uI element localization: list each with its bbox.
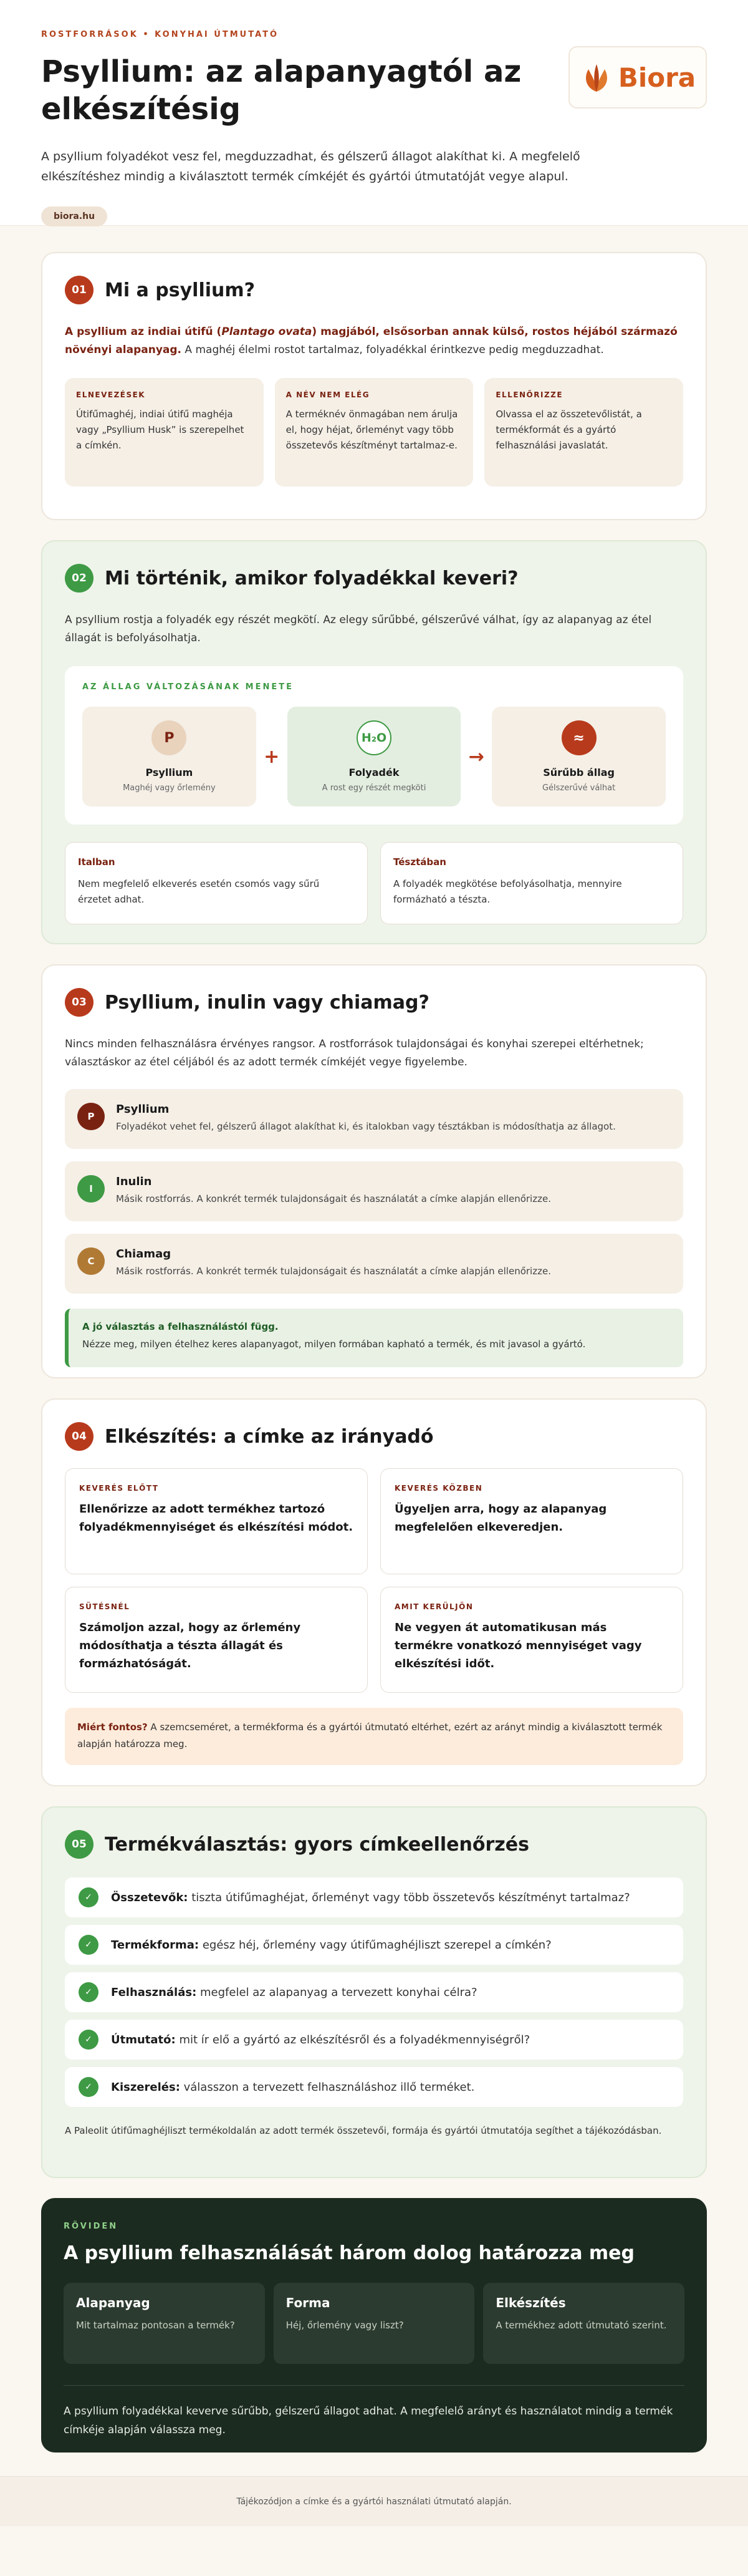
section-title: Termékválasztás: gyors címkeellenőrzés [105,1833,529,1856]
prep-key: KEVERÉS KÖZBEN [395,1484,483,1493]
section-lead: A psyllium rostja a folyadék egy részét megkötí. Az elegy sűrűbbé, gélszerűvé válhat, így az alapanyag az étel állagát is befolyásolhatja. [65,614,652,644]
prep-text: Ellenőrizze az adott termékhez tartozó folyadékmennyiséget és elkészítési módot. [79,1503,353,1534]
summary-box-title: Alapanyag [76,2295,150,2310]
main-content [0,226,748,2453]
section-mixing [41,540,707,944]
section-number: 02 [65,564,94,593]
prep-box [65,1468,368,1574]
tip-text: Nézze meg, milyen ételhez keres alapanyagot, milyen formában kapható a termék, és mit javasol a gyártó. [82,1339,586,1350]
info-tile [275,378,474,487]
hero-intro: A psyllium folyadékot vesz fel, megduzzadhat, és gélszerű állagot alakíthat ki. A megfelelő elkészítéshez mindig a kiválasztott termék címkéjét és gyártói útmutatóját vegye alapul. [41,150,580,183]
section-lead: Nincs minden felhasználásra érvényes rangsor. A rostforrások tulajdonságai és konyhai szerepei eltérhetnek; választáskor az étel céljából és az adott termék címkéjét vegye figyelembe. [65,1038,644,1068]
summary-box [483,2283,684,2364]
comparison-item-chia [65,1234,683,1294]
wave-icon: ≈ [562,720,597,755]
item-text: Másik rostforrás. A konkrét termék tulajdonságait és használatát a címke alapján ellenőrizze. [116,1266,551,1277]
item-text: Folyadékot vehet fel, gélszerű állagot alakíthat ki, és italokban vagy tésztákban is módosíthatja az állagot. [116,1121,616,1132]
example-box [65,842,368,924]
prep-text: Számoljon azzal, hogy az őrlemény módosíthatja a tészta állagát és formázhatóságát. [79,1621,301,1670]
texture-change-diagram [65,666,683,825]
step-liquid [287,707,461,806]
step-psyllium [82,707,256,806]
tip-title: A jó választás a felhasználástól függ. [82,1321,279,1332]
section-title: Elkészítés: a címke az irányadó [105,1425,434,1448]
tile-key: ELNEVEZÉSEK [76,390,146,399]
checklist-item: ✓ Kiszerelés: válasszon a tervezett felhasználáshoz illő terméket. [65,2067,683,2107]
logo-text: Biora [618,62,696,93]
item-title: Chiamag [116,1247,171,1261]
info-tiles [65,378,683,487]
arrow-right-icon: → [468,745,484,768]
summary-text: A psyllium folyadékkal keverve sűrűbb, gélszerű állagot adhat. A megfelelő arányt és használatot mindig a termék címkéje alapján válassza meg. [64,2385,684,2439]
check-icon: ✓ [79,2077,98,2097]
summary-box-title: Elkészítés [496,2295,566,2310]
checklist-item: ✓ Termékforma: egész héj, őrlemény vagy útifűmaghéjliszt szerepel a címkén? [65,1925,683,1965]
plus-icon: + [264,745,280,768]
page-footer [0,2476,748,2526]
comparison-list [65,1089,683,1294]
diagram-label: AZ ÁLLAG VÁLTOZÁSÁNAK MENETE [82,682,294,692]
checklist-item: ✓ Útmutató: mit ír elő a gyártó az elkészítésről és a folyadékmennyiségről? [65,2020,683,2060]
summary-box-text: Mit tartalmaz pontosan a termék? [76,2320,235,2331]
comparison-item-psyllium [65,1089,683,1149]
section-title: Mi a psyllium? [105,279,256,301]
section-title: Mi történik, amikor folyadékkal keveri? [105,567,519,589]
checklist-item: ✓ Felhasználás: megfelel az alapanyag a tervezett konyhai célra? [65,1972,683,2012]
summary-title: A psyllium felhasználását három dolog határozza meg [64,2242,635,2264]
comparison-item-inulin [65,1161,683,1221]
summary-box [64,2283,265,2364]
example-text: Nem megfelelő elkeverés esetén csomós vagy sűrű érzetet adhat. [78,878,320,905]
hero-eyebrow: ROSTFORRÁSOK • KONYHAI ÚTMUTATÓ [41,30,279,39]
item-badge: I [77,1175,105,1203]
prep-key: SÜTÉSNÉL [79,1602,130,1611]
example-box [380,842,683,924]
section-preparation [41,1398,707,1786]
section-lead: A psyllium az indiai útifű (Plantago ovata) magjából, elsősorban annak külső, rostos héjából származó növényi alapanyag. A maghéj élelmi rostot tartalmaz, folyadékkal érintkezve pedig megduzzadhat. [65,326,678,356]
tile-key: A NÉV NEM ELÉG [285,390,370,399]
step-title: Sűrűbb állag [543,767,615,778]
section-what-is-psyllium [41,252,707,520]
example-text: A folyadék megkötése befolyásolhatja, mennyire formázható a tészta. [393,878,622,905]
hero [0,0,748,226]
example-title: Italban [78,856,115,868]
prep-text: Ne vegyen át automatikusan más termékre vonatkozó mennyiséget vagy elkészítési időt. [395,1621,642,1670]
tile-text: Olvassa el az összetevőlistát, a termékformát és a gyártó felhasználási javaslatát. [496,409,642,451]
checklist [65,1877,683,2107]
item-text: Másik rostforrás. A konkrét termék tulajdonságait és használatát a címke alapján ellenőrizze. [116,1193,551,1204]
check-icon: ✓ [79,2030,98,2050]
footer-text: Tájékozódjon a címke és a gyártói használati útmutató alapján. [236,2496,512,2507]
prep-box [380,1587,683,1693]
example-title: Tésztában [393,856,446,868]
step-sub: Gélszerűvé válhat [542,783,616,793]
summary-box-text: Héj, őrlemény vagy liszt? [285,2320,404,2331]
section-number: 05 [65,1830,94,1859]
checklist-item: ✓ Összetevők: tiszta útifűmaghéjat, őrleményt vagy több összetevős készítményt tartalmaz? [65,1877,683,1917]
prep-box [65,1587,368,1693]
product-note: A Paleolit útifűmaghéjliszt termékoldalán az adott termék összetevői, formája és gyártói útmutatója segíthet a tájékozódásban. [65,2125,662,2136]
prep-text: Ügyeljen arra, hogy az alapanyag megfelelően elkeveredjen. [395,1503,607,1534]
summary-eyebrow: RÖVIDEN [64,2222,118,2231]
psyllium-icon: P [151,720,186,755]
tile-text: Útifűmaghéj, indiai útifű maghéja vagy „Psyllium Husk” is szerepelhet a címkén. [76,409,244,451]
check-icon: ✓ [79,1935,98,1955]
step-title: Folyadék [348,767,400,778]
page-title: Psyllium: az alapanyagtól az elkészítésig [41,54,522,127]
step-thicker [492,707,666,806]
why-important-box: Miért fontos? A szemcseméret, a termékforma és a gyártói útmutató eltérhet, ezért az arányt mindig a kiválasztott termék alapján határozza meg. [65,1708,683,1765]
step-title: Psyllium [145,767,193,778]
example-boxes [65,842,683,924]
item-badge: P [77,1103,105,1130]
summary-box-text: A termékhez adott útmutató szerint. [496,2320,667,2331]
source-pill[interactable]: biora.hu [41,206,107,226]
step-sub: A rost egy részét megköti [322,783,426,793]
tip-box [65,1309,683,1367]
summary-section [41,2198,707,2453]
item-title: Psyllium [116,1103,170,1116]
section-number: 04 [65,1422,94,1451]
section-title: Psyllium, inulin vagy chiamag? [105,991,429,1014]
check-icon: ✓ [79,1982,98,2002]
brand-logo[interactable] [568,46,707,109]
prep-key: AMIT KERÜLJÖN [395,1602,474,1611]
step-sub: Maghéj vagy őrlemény [123,783,216,793]
summary-boxes [64,2283,684,2364]
section-comparison [41,964,707,1378]
tile-text: A terméknév önmagában nem árulja el, hogy héjat, őrleményt vagy több összetevős készítményt tartalmaz-e. [285,409,458,451]
tile-key: ELLENŐRIZZE [496,390,563,399]
check-icon: ✓ [79,1887,98,1907]
prep-key: KEVERÉS ELŐTT [79,1484,159,1493]
section-number: 01 [65,276,94,304]
section-number: 03 [65,988,94,1017]
section-label-check [41,1806,707,2178]
summary-box-title: Forma [285,2295,330,2310]
item-badge: C [77,1247,105,1275]
item-title: Inulin [116,1175,152,1188]
prep-box [380,1468,683,1574]
leaf-logo-icon [580,61,613,94]
info-tile [484,378,683,487]
summary-box [274,2283,475,2364]
prep-boxes [65,1468,683,1693]
info-tile [65,378,264,487]
water-icon: H₂O [357,720,391,755]
